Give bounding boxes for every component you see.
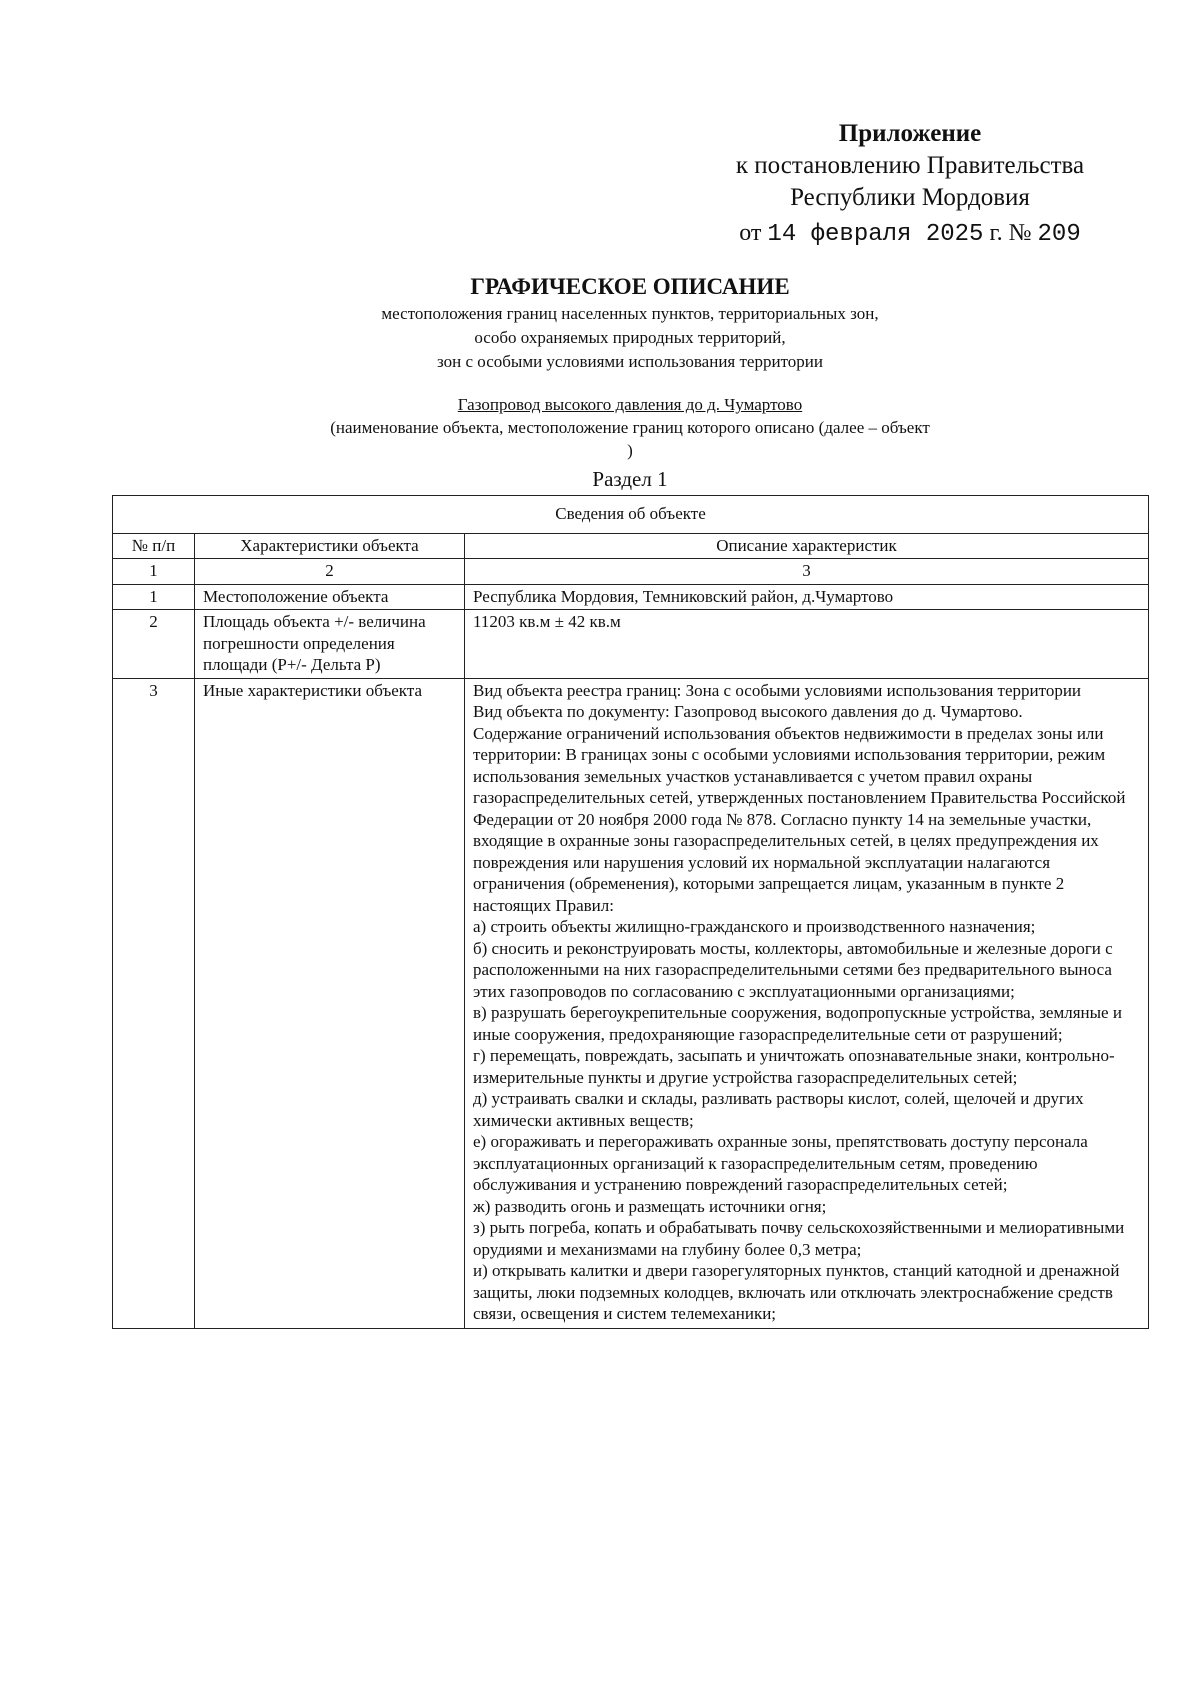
document-subtitle-3: зон с особыми условиями использования территории — [437, 352, 823, 371]
date-from-label: от — [739, 220, 762, 246]
row-number: 2 — [113, 610, 195, 679]
document-number: 209 — [1037, 221, 1081, 248]
description-paragraph: Содержание ограничений использования объектов недвижимости в пределах зоны или территории: В границах зоны с особыми условиями использования территории, режим использования земельных участков устанавливается с учетом правил охраны газораспределительных сетей, утвержденных постановлением Правительства Российской Федерации от 20 ноября 2000 года № 878. Согласно пункту 14 на земельные участки, входящие в охранные зоны газораспределительных сетей, в целях предупреждения их повреждения или нарушения условий их нормальной эксплуатации налагаются ограничения (обременения), которыми запрещается лицам, указанным в пункте 2 настоящих Правил: — [473, 723, 1126, 915]
document-heading — [112, 272, 1148, 374]
appendix-line-2: Республики Мордовия — [790, 184, 1030, 211]
object-name: Газопровод высокого давления до д. Чумартово — [457, 395, 803, 414]
appendix-block — [690, 118, 1130, 252]
document-subtitle-1: местоположения границ населенных пунктов, территориальных зон, — [381, 304, 879, 323]
section-title: Раздел 1 — [592, 467, 668, 491]
row-description: Республика Мордовия, Темниковский район, д.Чумартово — [465, 584, 1149, 610]
description-paragraph: и) открывать калитки и двери газорегуляторных пунктов, станций катодной и дренажной защиты, люки подземных колодцев, включать или отключать электроснабжение средств связи, освещения и систем телемеханики; — [473, 1261, 1120, 1323]
table-header-row — [113, 533, 1149, 559]
row-characteristic: Площадь объекта +/- величина погрешности определения площади (Р+/- Дельта Р) — [195, 610, 465, 679]
column-header-description: Описание характеристик — [465, 533, 1149, 559]
description-paragraph: г) перемещать, повреждать, засыпать и уничтожать опознавательные знаки, контрольно-измерительные пункты и другие устройства газораспределительных сетей; — [473, 1046, 1115, 1087]
description-paragraph: Вид объекта по документу: Газопровод высокого давления до д. Чумартово. — [473, 702, 1023, 721]
object-caption: (наименование объекта, местоположение границ которого описано (далее – объект — [330, 418, 930, 437]
column-header-characteristic: Характеристики объекта — [195, 533, 465, 559]
object-info-table — [112, 495, 1149, 1329]
date-value: 14 февраля 2025 — [767, 221, 984, 248]
description-paragraph: д) устраивать свалки и склады, разливать растворы кислот, солей, щелочей и других химически активных веществ; — [473, 1089, 1084, 1130]
description-paragraph: ж) разводить огонь и размещать источники огня; — [473, 1196, 827, 1216]
object-name-block — [112, 393, 1148, 462]
table-caption: Сведения об объекте — [113, 496, 1149, 534]
table-row — [113, 584, 1149, 610]
appendix-line-1: к постановлению Правительства — [735, 152, 1085, 179]
document-subtitle-2: особо охраняемых природных территорий, — [474, 328, 786, 347]
table-row — [113, 678, 1149, 1328]
row-description: 11203 кв.м ± 42 кв.м — [465, 610, 1149, 679]
column-number-row — [113, 559, 1149, 585]
row-number: 3 — [113, 678, 195, 1328]
column-header-number: № п/п — [113, 533, 195, 559]
table-row — [113, 610, 1149, 679]
row-characteristic: Иные характеристики объекта — [195, 678, 465, 1328]
description-paragraph: б) сносить и реконструировать мосты, коллекторы, автомобильные и железные дороги с расположенными на них газораспределительными сетями без предварительного выноса этих газопроводов по согласованию с эксплуатационными организациями; — [473, 938, 1113, 1001]
column-number-1: 1 — [113, 559, 195, 585]
date-year-suffix: г. — [989, 220, 1003, 246]
description-paragraph: в) разрушать берегоукрепительные сооружения, водопропускные устройства, земляные и иные сооружения, предохраняющие газораспределительные сети от разрушений; — [473, 1003, 1122, 1044]
appendix-title: Приложение — [838, 120, 982, 147]
column-number-3: 3 — [465, 559, 1149, 585]
description-paragraph: Вид объекта реестра границ: Зона с особыми условиями использования территории — [473, 680, 1082, 700]
description-paragraph: з) рыть погреба, копать и обрабатывать почву сельскохозяйственными и мелиоративными орудиями и механизмами на глубину более 0,3 метра; — [473, 1218, 1125, 1259]
document-title: ГРАФИЧЕСКОЕ ОПИСАНИЕ — [470, 274, 790, 299]
description-paragraph: а) строить объекты жилищно-гражданского и производственного назначения; — [473, 917, 1036, 936]
appendix-date-line — [690, 216, 1130, 252]
table-caption-row — [113, 496, 1149, 534]
number-sign: № — [1008, 220, 1032, 246]
row-number: 1 — [113, 584, 195, 610]
row-characteristic: Местоположение объекта — [195, 584, 465, 610]
row-description-long — [465, 678, 1149, 1328]
column-number-2: 2 — [195, 559, 465, 585]
description-paragraph: е) огораживать и перегораживать охранные зоны, препятствовать доступу персонала эксплуатационных организаций к газораспределительным сетям, проведению обслуживания и устранению повреждений газораспределительных сетей; — [473, 1132, 1088, 1194]
object-caption-close: ) — [627, 441, 633, 460]
